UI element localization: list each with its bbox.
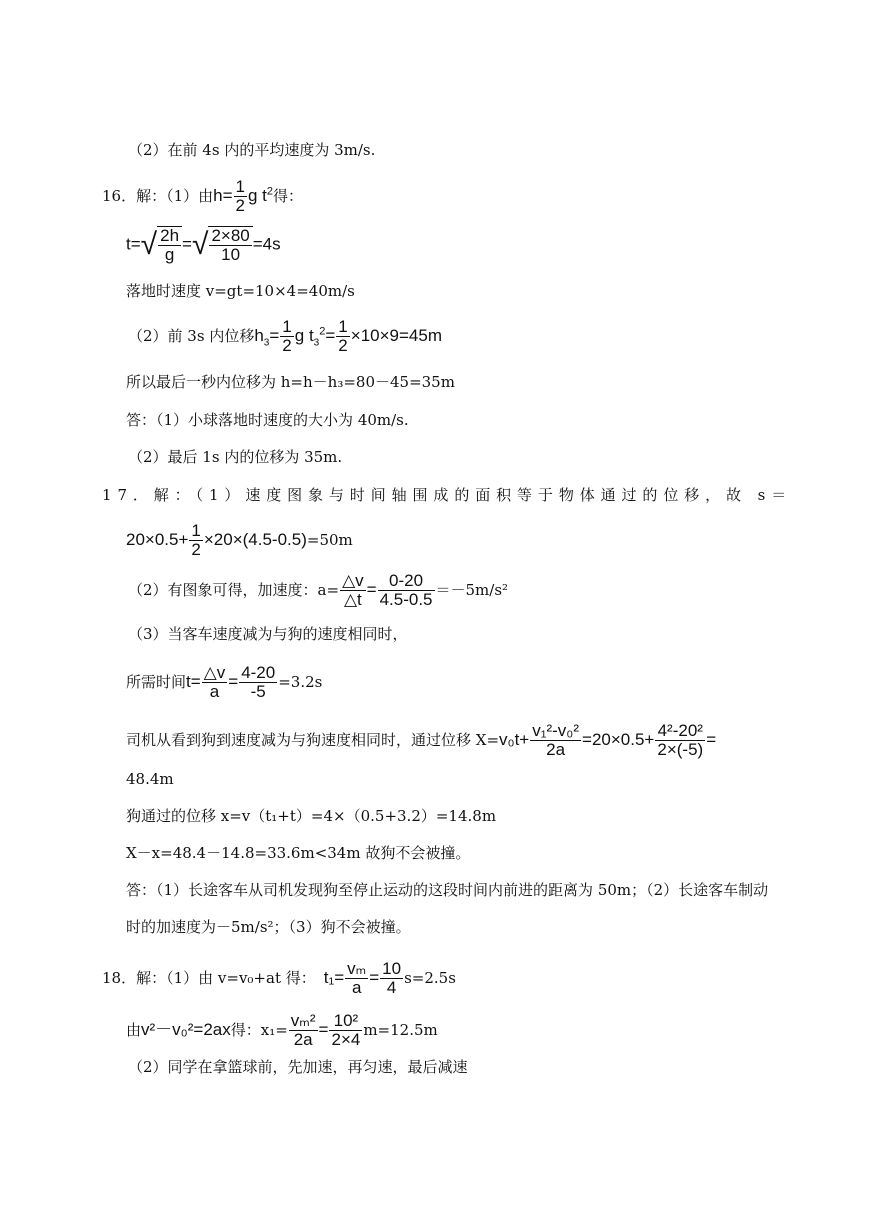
q15-answer-2: （2）在前 4s 内的平均速度为 3m/s. [128,141,376,159]
q18-intro: 18．解：（1）由 v=v₀+at 得： t₁= $\frac{\text{vₘ}}{a}$ = $\frac{10}{4}$ s=2.5s [102,959,456,997]
q17-displacement: 司机从看到狗到速度减为与狗速度相同时，通过位移 X=v₀t+ $\frac{\text{v₁²-v₀²}}{2a}$ =20×0.5+ $\frac{\text{4²-20²}}{2\times(-5)}$ = [126,721,717,759]
q16-part2: （2）前 3s 内位移$h_3=$ $\frac{1}{2}$ g $t_3^2=$ $\frac{1}{2}$ ×10×9=45m [128,317,442,355]
q17-dog-displacement: 狗通过的位移 x=v（t₁+t）=4×（0.5+3.2）=14.8m [126,807,497,825]
q17-head: 17．解：（1）速度图象与时间轴围成的面积等于物体通过的位移，故 s＝ [102,486,793,504]
q18-x-equation: 由v²－v₀²=2ax得：x₁= $\frac{\text{vₘ²}}{2a}$ = $\frac{\text{10²}}{2\times 4}$ m=12.5m [126,1011,438,1049]
q16-velocity: 落地时速度 v=gt=10×4=40m/s [126,282,355,300]
q17-part3: （3）当客车速度减为与狗的速度相同时， [128,625,408,643]
q17-s-equation: 20×0.5+ $\frac{1}{2}$ ×20×(4.5-0.5)=50m [126,521,353,559]
q17-answer-a: 答：（1）长途客车从司机发现狗至停止运动的这段时间内前进的距离为 50m；（2）长途客车制动 [126,881,769,899]
q17-compare: X－x=48.4－14.8=33.6m<34m 故狗不会被撞。 [126,844,471,862]
q18-part2: （2）同学在拿篮球前，先加速，再匀速，最后减速 [128,1058,468,1076]
q17-answer-b: 时的加速度为－5m/s²；（3）狗不会被撞。 [126,918,411,936]
q17-time: 所需时间t= $\frac{\triangle v}{a}$ = $\frac{4-20}{-5}$ =3.2s [126,663,323,701]
q17-acceleration: （2）有图象可得，加速度：a= $\frac{\triangle v}{\triangle t}$ = $\frac{0-20}{4.5-0.5}$ ＝－5m/s² [128,571,509,609]
q16-t-equation: t=√ $\frac{2h}{g}$ =√ $\frac{2\times 80}{10}$ =4s [126,226,281,264]
q16-answer-1: 答：（1）小球落地时速度的大小为 40m/s. [126,411,409,429]
q17-displacement-result: 48.4m [126,770,174,788]
q16-intro: 16．解：（1）由h= $\frac{1}{2}$ g $t^2$得： [102,177,304,215]
q16-last-second: 所以最后一秒内位移为 h=h－h₃=80－45=35m [126,373,455,391]
q16-answer-2: （2）最后 1s 内的位移为 35m. [128,448,343,466]
